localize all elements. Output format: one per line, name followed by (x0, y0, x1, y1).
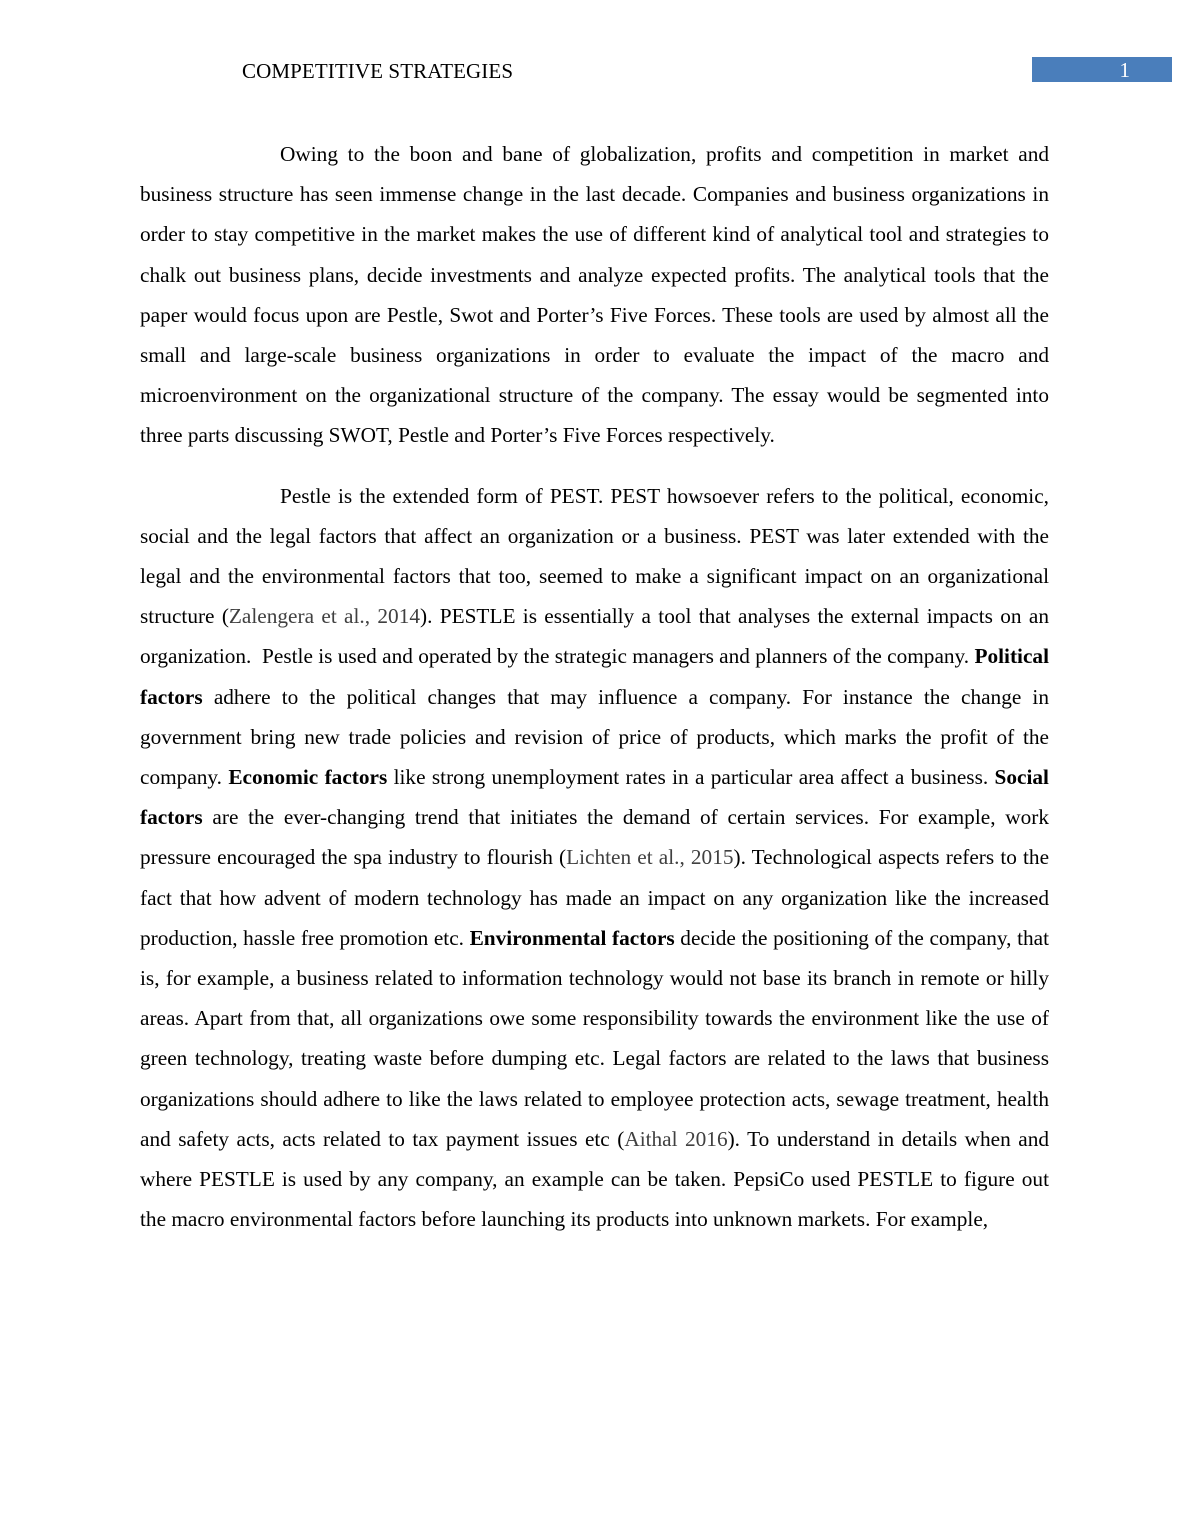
paragraph-intro: Owing to the boon and bane of globalization, profits and competition in market and business structure has seen immense change in the last decade. Companies and business organizations in order to stay competitive in the market makes the use of different kind of analytical tool and strategies to chalk out business plans, decide investments and analyze expected profits. The analytical tools that the paper would focus upon are Pestle, Swot and Porter’s Five Forces. These tools are used by almost all the small and large-scale business organizations in order to evaluate the impact of the macro and microenvironment on the organizational structure of the company. The essay would be segmented into three parts discussing SWOT, Pestle and Porter’s Five Forces respectively. (140, 142, 1049, 448)
citation-zalengera: Zalengera et al., 2014 (228, 604, 420, 629)
page-number: 1 (1119, 58, 1130, 82)
running-head: COMPETITIVE STRATEGIES (242, 59, 514, 83)
paragraph-pestle (140, 476, 1049, 1240)
text-run: ). To understand in details when and where PESTLE is used by any company, an example can be taken. PepsiCo used PESTLE to figure out the macro environmental factors before launching its products into unknown markets. For example, (140, 1126, 1049, 1232)
text-run: are the ever-changing trend that initiates the demand of certain services. For example, work pressure encouraged the spa industry to flourish ( (140, 805, 1049, 870)
citation-aithal: Aithal 2016 (624, 1126, 728, 1151)
text-run: decide the positioning of the company, that is, for example, a business related to information technology would not base its branch in remote or hilly areas. Apart from that, all organizations owe some responsibility towards the environment like the use of green technology, treating waste before dumping etc. Legal factors are related to the laws that business organizations should adhere to like the laws related to employee protection acts, sewage treatment, health and safety acts, acts related to tax payment issues etc ( (140, 925, 1049, 1151)
citation-lichten: Lichten et al., 2015 (566, 845, 734, 870)
text-run: like strong unemployment rates in a particular area affect a business. (387, 765, 995, 790)
text-run: adhere to the political changes that may influence a company. For instance the change in government bring new trade policies and revision of price of products, which marks the profit of the company. (140, 684, 1049, 790)
text-run: Pestle is the extended form of PEST. PEST howsoever refers to the political, economic, social and the legal factors that affect an organization or a business. PEST was later extended with the legal and the environmental factors that too, seemed to make a significant impact on an organizational structure ( (140, 483, 1049, 629)
term-political-factors: Political factors (140, 644, 1049, 709)
term-economic-factors: Economic factors (228, 765, 388, 790)
page-number-box (1032, 57, 1172, 82)
body-text (140, 134, 1049, 1259)
term-social-factors: Social factors (140, 765, 1049, 830)
text-run: ). Technological aspects refers to the fact that how advent of modern technology has made an impact on any organization like the increased production, hassle free promotion etc. (140, 845, 1050, 950)
term-environmental-factors: Environmental factors (469, 925, 675, 950)
text-run: ). PESTLE is essentially a tool that analyses the external impacts on an organization. Pestle is used and operated by the strategic managers and planners of the company. (140, 604, 1049, 669)
